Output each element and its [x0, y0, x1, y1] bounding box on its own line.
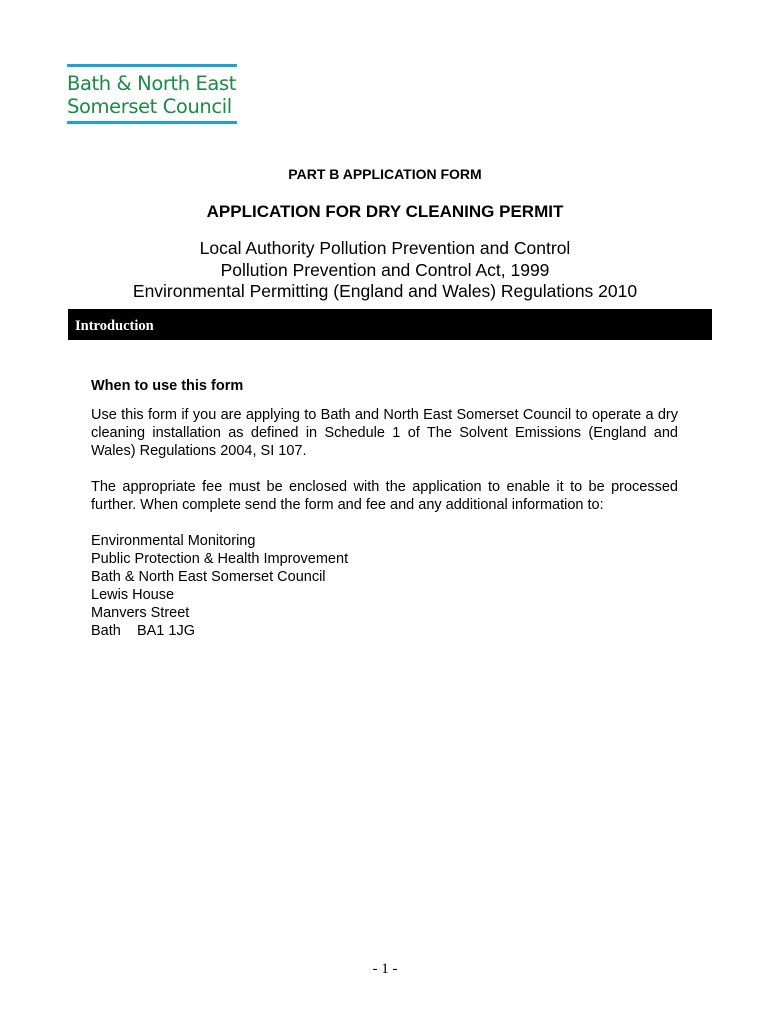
address-line-3: Bath & North East Somerset Council — [91, 569, 326, 585]
form-title: APPLICATION FOR DRY CLEANING PERMIT — [206, 202, 564, 221]
address-line-5: Manvers Street — [91, 605, 190, 621]
legislation-line-1: Local Authority Pollution Prevention and Control — [199, 238, 571, 258]
legislation-block — [0, 238, 770, 303]
address-line-6: Bath BA1 1JG — [91, 623, 195, 639]
address-line-1: Environmental Monitoring — [91, 533, 256, 549]
logo-bottom-rule — [67, 121, 237, 124]
form-part-label: PART B APPLICATION FORM — [288, 166, 482, 182]
address-line-2: Public Protection & Health Improvement — [91, 551, 349, 567]
logo-line-1: Bath & North East — [67, 72, 236, 95]
legislation-line-3: Environmental Permitting (England and Wales) Regulations 2010 — [132, 281, 638, 301]
section-heading: When to use this form — [91, 378, 244, 394]
usage-paragraph: Use this form if you are applying to Bath and North East Somerset Council to operate a dry cleaning installation as defined in Schedule 1 of The Solvent Emissions (England and Wales) Regulations 2004, SI 107. — [91, 407, 678, 459]
section-header-bar — [68, 309, 712, 340]
section-title: Introduction — [75, 318, 154, 334]
logo-line-2: Somerset Council — [67, 95, 232, 118]
council-logo — [67, 64, 239, 124]
address-line-4: Lewis House — [91, 587, 175, 603]
fee-paragraph: The appropriate fee must be enclosed with the application to enable it to be processed further. When complete send the form and fee and any additional information to: — [91, 479, 678, 513]
postal-address — [91, 532, 678, 640]
legislation-line-2: Pollution Prevention and Control Act, 1999 — [220, 259, 550, 280]
logo-wordmark — [67, 67, 239, 121]
page-number: - 1 - — [372, 961, 398, 977]
